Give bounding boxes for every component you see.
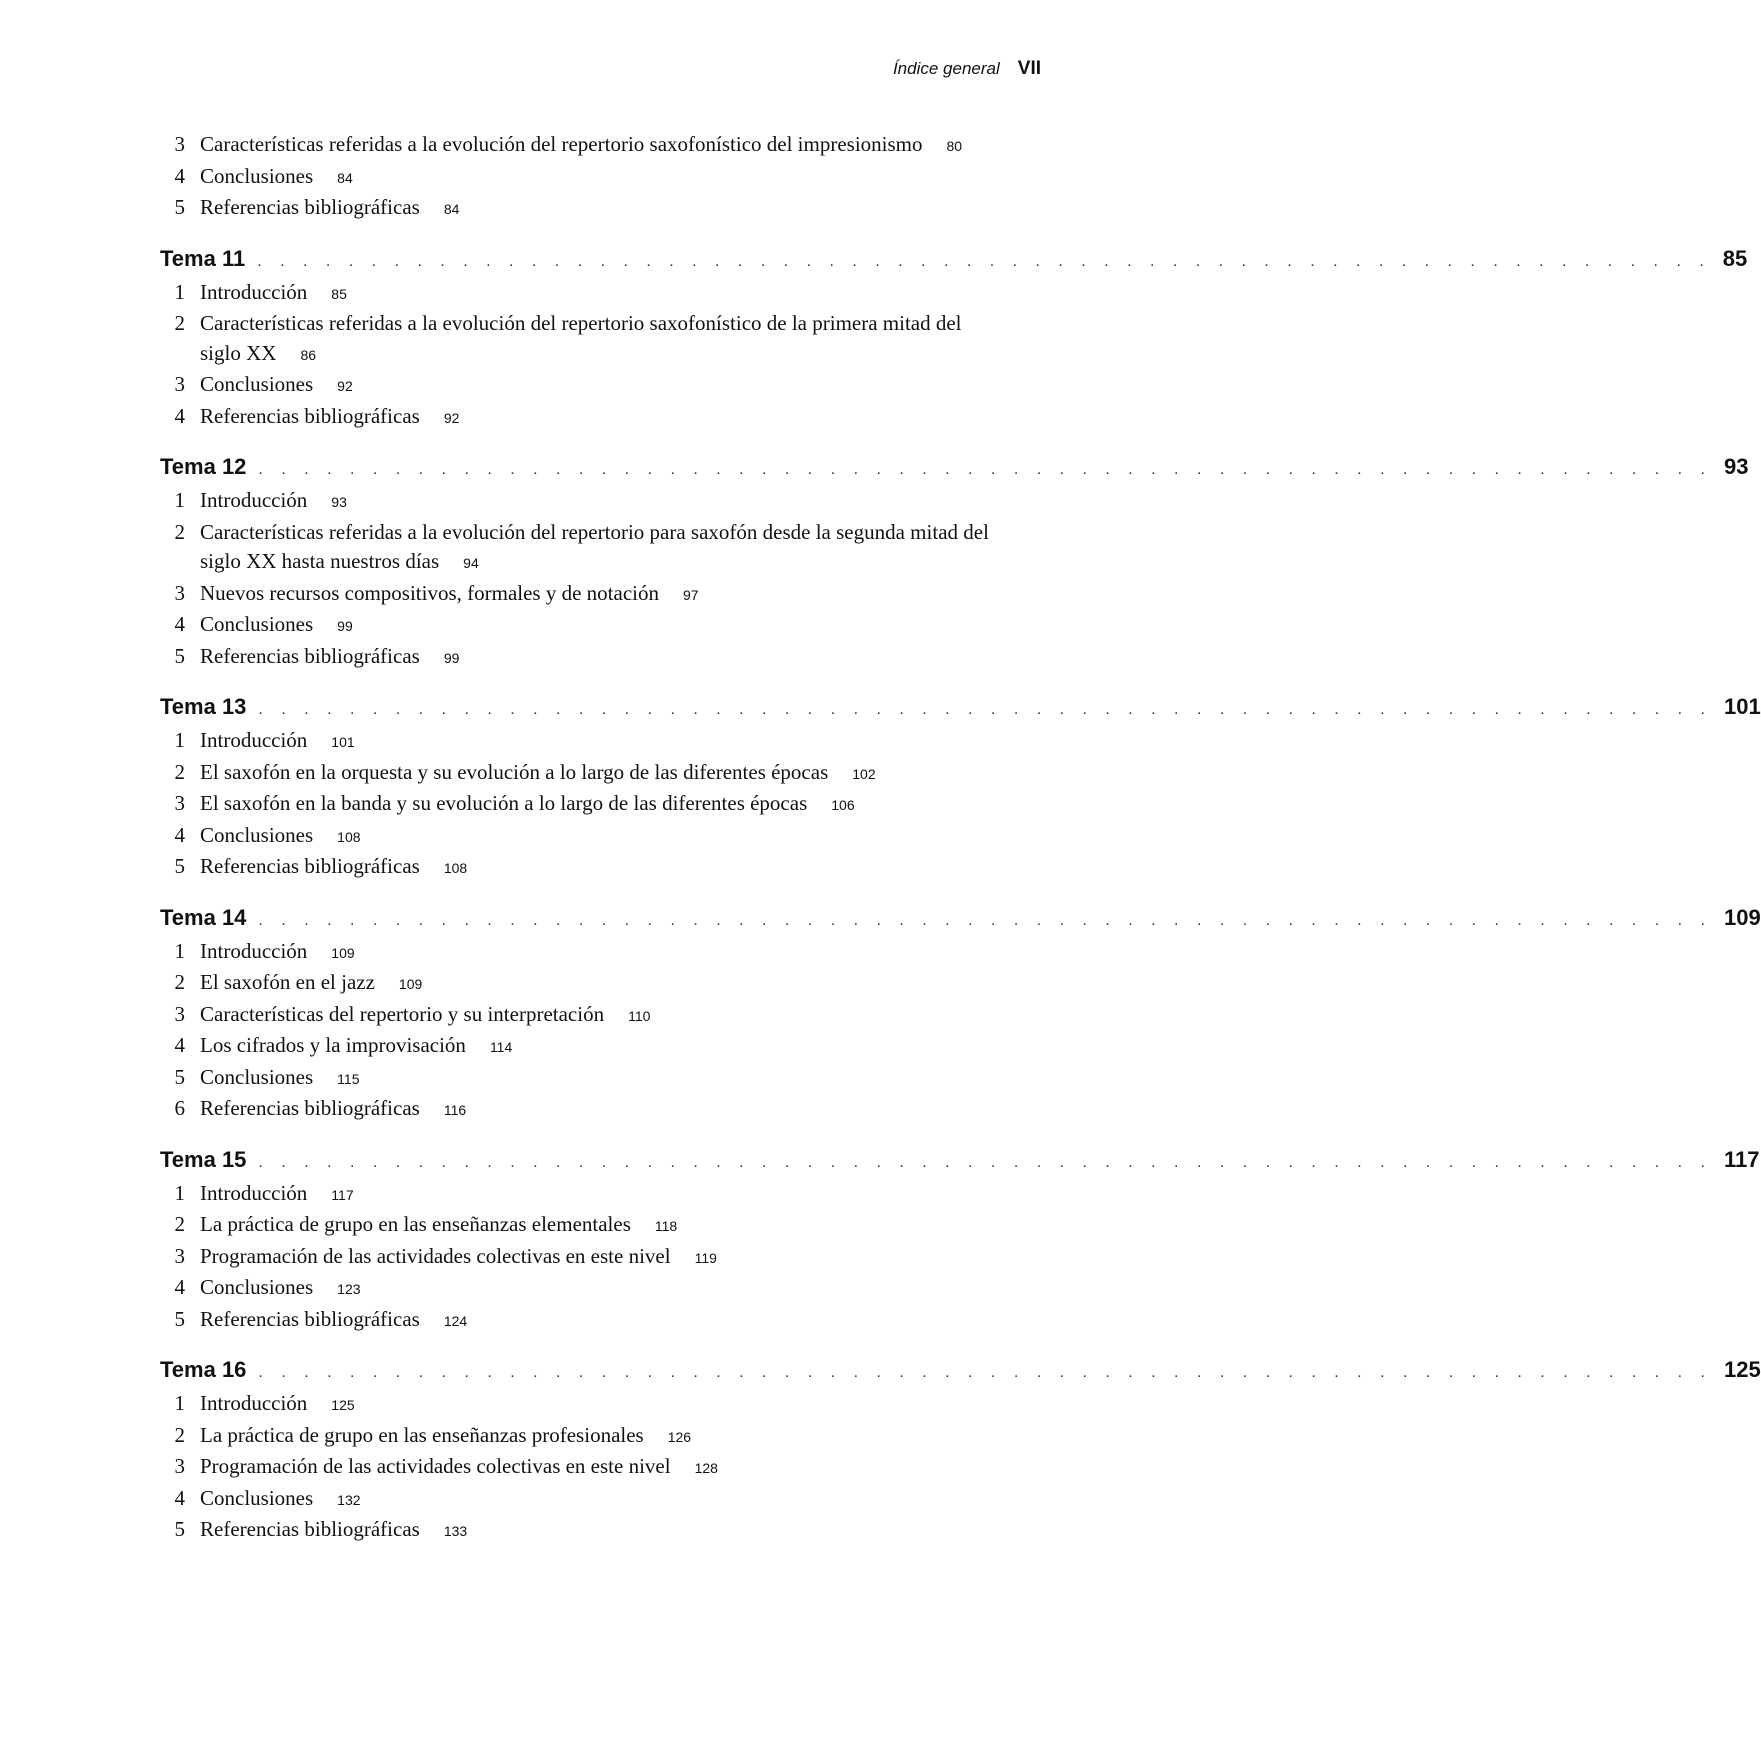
toc-entry-page: 119	[694, 1249, 717, 1266]
toc-entry-title: Conclusiones	[200, 1064, 314, 1089]
toc-entry-text-wrap	[200, 1484, 1000, 1516]
chapter-page: 125	[1723, 1357, 1761, 1382]
toc-entry-title: Introducción	[200, 1180, 308, 1205]
toc-entry-number: 4	[174, 403, 185, 428]
dot-leader: . . . . . . . . . . . . . . . . . . . . . . . . . . . . . . . . . . . . . . . . . . . . . . . . . . . . . . . . . . . . . . . .	[258, 911, 1712, 929]
toc-entry-page: 92	[443, 409, 460, 426]
toc-entry-text-wrap	[200, 821, 1000, 853]
toc-entry-title: Introducción	[200, 279, 308, 304]
toc-entry-number: 5	[174, 1306, 185, 1331]
toc-entry-text-wrap	[200, 309, 1000, 370]
toc-entry-page: 109	[331, 944, 355, 961]
toc-entry-text-wrap	[200, 370, 1000, 402]
toc-entry-title: Referencias bibliográficas	[200, 643, 420, 668]
toc-entry-number: 1	[174, 1180, 185, 1205]
toc-entry-page: 117	[331, 1186, 354, 1203]
toc-entry[interactable]	[160, 278, 1045, 310]
toc-entry[interactable]	[160, 309, 1045, 370]
toc-entry[interactable]	[160, 1421, 1045, 1453]
toc-entry-text-wrap	[200, 1031, 1000, 1063]
toc-entry-title: La práctica de grupo en las enseñanzas elementales	[200, 1212, 631, 1236]
toc-entry[interactable]	[160, 193, 1045, 225]
toc-entry[interactable]	[160, 1094, 1045, 1126]
toc-entry[interactable]	[160, 1210, 1045, 1242]
toc-entry-title: Conclusiones	[200, 1275, 314, 1299]
toc-entry-number: 5	[174, 1517, 185, 1541]
toc-entry[interactable]	[160, 162, 1045, 194]
toc-chapter-heading[interactable]	[160, 1354, 1761, 1389]
toc-entry-number: 3	[174, 372, 185, 396]
toc-entry-text-wrap	[200, 642, 1000, 674]
toc-entry-text-wrap	[200, 1273, 1000, 1305]
toc-entry-text-wrap	[200, 518, 1000, 579]
toc-entry[interactable]	[160, 370, 1045, 402]
toc-entry[interactable]	[160, 852, 1045, 884]
toc-chapter-heading[interactable]	[160, 451, 1749, 486]
toc-entry[interactable]	[160, 1031, 1045, 1063]
toc-entry-text-wrap	[200, 1305, 1000, 1337]
chapter-title: Tema 15	[160, 1146, 247, 1172]
toc-entry-text-wrap	[200, 1452, 1000, 1484]
toc-entry-page: 97	[683, 586, 699, 603]
toc-entry[interactable]	[160, 1484, 1045, 1516]
toc-entry-title: Referencias bibliográficas	[200, 195, 420, 219]
toc-entry-text-wrap	[200, 1389, 1000, 1421]
toc-entry-title: Características referidas a la evolución del repertorio saxofonístico del impresionismo	[200, 132, 923, 156]
chapter-page: 101	[1723, 694, 1761, 719]
toc-entry[interactable]	[160, 789, 1045, 821]
toc-entry-title: Introducción	[200, 728, 308, 752]
toc-entry-number: 1	[174, 279, 185, 304]
toc-entry-number: 4	[174, 163, 185, 188]
toc-entry-page: 116	[443, 1102, 467, 1118]
toc-entry-number: 4	[174, 1275, 185, 1299]
toc-entry-title: Referencias bibliográficas	[200, 854, 420, 878]
toc-chapter-heading[interactable]	[160, 243, 1748, 278]
toc-entry[interactable]	[160, 486, 1045, 518]
chapter-page: 109	[1723, 904, 1761, 930]
toc-entry-page: 118	[654, 1218, 678, 1234]
chapter-title: Tema 16	[160, 1357, 247, 1382]
toc-entry-number: 2	[174, 311, 185, 335]
toc-entry-number: 3	[174, 791, 185, 815]
toc-entry[interactable]	[160, 968, 1045, 1000]
toc-entry-title: Nuevos recursos compositivos, formales y de notación	[200, 580, 659, 605]
toc-entry-number: 3	[174, 1454, 185, 1478]
toc-chapter-heading[interactable]	[160, 1144, 1760, 1179]
toc-entry-title: Programación de las actividades colectivas en este nivel	[200, 1243, 671, 1268]
toc-chapter-heading[interactable]	[160, 691, 1761, 726]
toc-entry-page: 84	[443, 201, 460, 217]
toc-entry-text-wrap	[200, 1000, 1000, 1032]
chapter-page: 117	[1723, 1146, 1760, 1172]
toc-entry[interactable]	[160, 758, 1045, 790]
toc-entry[interactable]	[160, 1305, 1045, 1337]
toc-entry-text-wrap	[200, 968, 1000, 1000]
table-of-contents	[160, 130, 1761, 1547]
toc-entry[interactable]	[160, 1389, 1045, 1421]
toc-entry-page: 99	[337, 618, 353, 634]
toc-entry[interactable]	[160, 1179, 1045, 1211]
toc-entry[interactable]	[160, 642, 1045, 674]
toc-entry-number: 1	[174, 488, 185, 512]
toc-entry-page: 84	[337, 169, 353, 186]
toc-entry-number: 4	[174, 1033, 185, 1057]
toc-entry-title: Características referidas a la evolución del repertorio saxofonístico de la primera mitad del siglo XX	[200, 311, 962, 365]
toc-entry-text-wrap	[200, 1515, 1000, 1547]
dot-leader: . . . . . . . . . . . . . . . . . . . . . . . . . . . . . . . . . . . . . . . . . . . . . . . . . . . . . . . . . . . . . . . .	[258, 1364, 1712, 1381]
toc-entry[interactable]	[160, 130, 1045, 162]
toc-entry-page: 85	[331, 285, 347, 302]
toc-entry-number: 5	[174, 195, 185, 219]
toc-entry-title: Características referidas a la evolución del repertorio para saxofón desde la segunda mitad del siglo XX hasta nuestros días	[200, 519, 989, 573]
toc-entry[interactable]	[160, 1515, 1045, 1547]
toc-entry-title: Referencias bibliográficas	[200, 1096, 420, 1120]
toc-entry-page: 93	[331, 494, 347, 510]
toc-entry-title: Conclusiones	[200, 1485, 314, 1510]
toc-entry[interactable]	[160, 1452, 1045, 1484]
toc-entry-title: Conclusiones	[200, 163, 314, 188]
toc-entry-text-wrap	[200, 937, 1000, 969]
chapter-title: Tema 14	[160, 904, 247, 930]
running-head-title: Índice general	[892, 59, 1000, 78]
toc-entry-text-wrap	[200, 1242, 1000, 1274]
toc-entry-title: Introducción	[200, 1391, 308, 1415]
toc-entry-text-wrap	[200, 1063, 1000, 1095]
toc-entry-title: Introducción	[200, 938, 308, 963]
toc-entry-text-wrap	[200, 1094, 1000, 1126]
toc-entry-page: 99	[443, 649, 460, 666]
toc-entry-page: 80	[946, 138, 963, 154]
toc-entry-title: Referencias bibliográficas	[200, 1306, 420, 1331]
toc-entry-number: 3	[174, 132, 185, 156]
toc-entry-page: 133	[443, 1523, 468, 1539]
toc-chapter-heading[interactable]	[160, 902, 1761, 937]
toc-entry-text-wrap	[200, 486, 1000, 518]
toc-entry-text-wrap	[200, 193, 1000, 225]
toc-entry-title: Conclusiones	[200, 822, 314, 847]
toc-entry[interactable]	[160, 1063, 1045, 1095]
toc-entry-page: 124	[443, 1312, 468, 1329]
toc-entry-title: Introducción	[200, 488, 308, 512]
toc-entry-text-wrap	[200, 1179, 1000, 1211]
chapter-page: 85	[1722, 245, 1748, 271]
toc-entry-number: 2	[174, 519, 185, 544]
toc-entry-page: 132	[337, 1491, 361, 1508]
toc-entry-number: 3	[174, 1243, 185, 1268]
chapter-page: 93	[1723, 454, 1749, 479]
toc-entry-title: El saxofón en la orquesta y su evolución a lo largo de las diferentes épocas	[200, 759, 829, 784]
toc-entry-text-wrap	[200, 852, 1000, 884]
toc-entry[interactable]	[160, 610, 1045, 642]
toc-entry-text-wrap	[200, 1421, 1000, 1453]
page-folio: VII	[1017, 58, 1041, 79]
toc-entry[interactable]	[160, 1242, 1045, 1274]
toc-entry-number: 4	[174, 1485, 185, 1510]
toc-entry-title: Referencias bibliográficas	[200, 403, 420, 428]
chapter-title: Tema 12	[160, 454, 247, 479]
toc-entry-page: 108	[337, 828, 361, 845]
toc-entry-text-wrap	[200, 610, 1000, 642]
toc-entry-page: 115	[337, 1070, 360, 1087]
toc-entry-number: 3	[174, 580, 185, 605]
toc-entry-number: 5	[174, 1064, 185, 1089]
toc-entry-number: 5	[174, 854, 185, 878]
toc-entry-page: 101	[331, 734, 355, 750]
toc-entry-page: 123	[337, 1281, 361, 1297]
toc-entry-number: 5	[174, 643, 185, 668]
toc-entry-text-wrap	[200, 789, 1000, 821]
toc-entry[interactable]	[160, 518, 1045, 579]
toc-entry-text-wrap	[200, 162, 1000, 194]
toc-entry-page: 109	[398, 976, 423, 992]
toc-entry[interactable]	[160, 726, 1045, 758]
toc-entry-number: 4	[174, 822, 185, 847]
toc-entry-title: Programación de las actividades colectivas en este nivel	[200, 1454, 671, 1478]
toc-entry-text-wrap	[200, 758, 1000, 790]
toc-entry-page: 126	[667, 1428, 692, 1445]
dot-leader: . . . . . . . . . . . . . . . . . . . . . . . . . . . . . . . . . . . . . . . . . . . . . . . . . . . . . . . . . . . . . . . .	[258, 1153, 1712, 1171]
toc-entry-number: 3	[174, 1001, 185, 1026]
toc-entry[interactable]	[160, 402, 1045, 434]
toc-entry-page: 106	[831, 797, 855, 813]
toc-entry-title: La práctica de grupo en las enseñanzas profesionales	[200, 1422, 644, 1447]
toc-entry-number: 2	[174, 1422, 185, 1447]
toc-entry-title: El saxofón en el jazz	[200, 970, 375, 994]
toc-entry-page: 128	[694, 1460, 718, 1476]
toc-entry-number: 2	[174, 970, 185, 994]
toc-entry-text-wrap	[200, 579, 1000, 611]
toc-entry[interactable]	[160, 1273, 1045, 1305]
toc-entry-page: 102	[852, 765, 876, 782]
toc-entry-number: 2	[174, 759, 185, 784]
toc-entry-page: 114	[489, 1039, 513, 1055]
toc-entry-number: 4	[174, 612, 185, 636]
toc-entry-page: 92	[337, 378, 353, 394]
toc-entry-number: 1	[174, 938, 185, 963]
toc-entry-number: 1	[174, 728, 185, 752]
toc-entry-page: 94	[463, 555, 479, 571]
toc-entry-title: Conclusiones	[200, 372, 314, 396]
toc-entry-number: 1	[174, 1391, 185, 1415]
running-head	[893, 58, 1041, 80]
dot-leader: . . . . . . . . . . . . . . . . . . . . . . . . . . . . . . . . . . . . . . . . . . . . . . . . . . . . . . . . . . . . . . . .	[258, 461, 1712, 478]
chapter-title: Tema 11	[160, 245, 246, 271]
dot-leader: . . . . . . . . . . . . . . . . . . . . . . . . . . . . . . . . . . . . . . . . . . . . . . . . . . . . . . . . . . . . . . . .	[257, 252, 1711, 270]
toc-entry-text-wrap	[200, 1210, 1000, 1242]
toc-entry[interactable]	[160, 1000, 1045, 1032]
toc-entry[interactable]	[160, 937, 1045, 969]
chapter-title: Tema 13	[160, 694, 247, 719]
toc-entry-title: Los cifrados y la improvisación	[200, 1033, 466, 1057]
toc-entry-page: 125	[331, 1397, 355, 1413]
dot-leader: . . . . . . . . . . . . . . . . . . . . . . . . . . . . . . . . . . . . . . . . . . . . . . . . . . . . . . . . . . . . . . . .	[258, 701, 1712, 718]
toc-entry-number: 2	[174, 1212, 185, 1236]
toc-entry-text-wrap	[200, 402, 1000, 434]
toc-entry[interactable]	[160, 579, 1045, 611]
toc-entry-text-wrap	[200, 726, 1000, 758]
toc-entry-page: 86	[300, 346, 317, 363]
toc-entry[interactable]	[160, 821, 1045, 853]
toc-entry-title: Conclusiones	[200, 612, 314, 636]
toc-entry-text-wrap	[200, 130, 1000, 162]
toc-entry-title: Características del repertorio y su interpretación	[200, 1001, 605, 1026]
toc-entry-text-wrap	[200, 278, 1000, 310]
toc-entry-title: Referencias bibliográficas	[200, 1517, 420, 1541]
toc-entry-page: 110	[628, 1007, 651, 1024]
toc-entry-page: 108	[443, 860, 468, 876]
toc-entry-title: El saxofón en la banda y su evolución a lo largo de las diferentes épocas	[200, 791, 808, 815]
toc-entry-number: 6	[174, 1096, 185, 1120]
